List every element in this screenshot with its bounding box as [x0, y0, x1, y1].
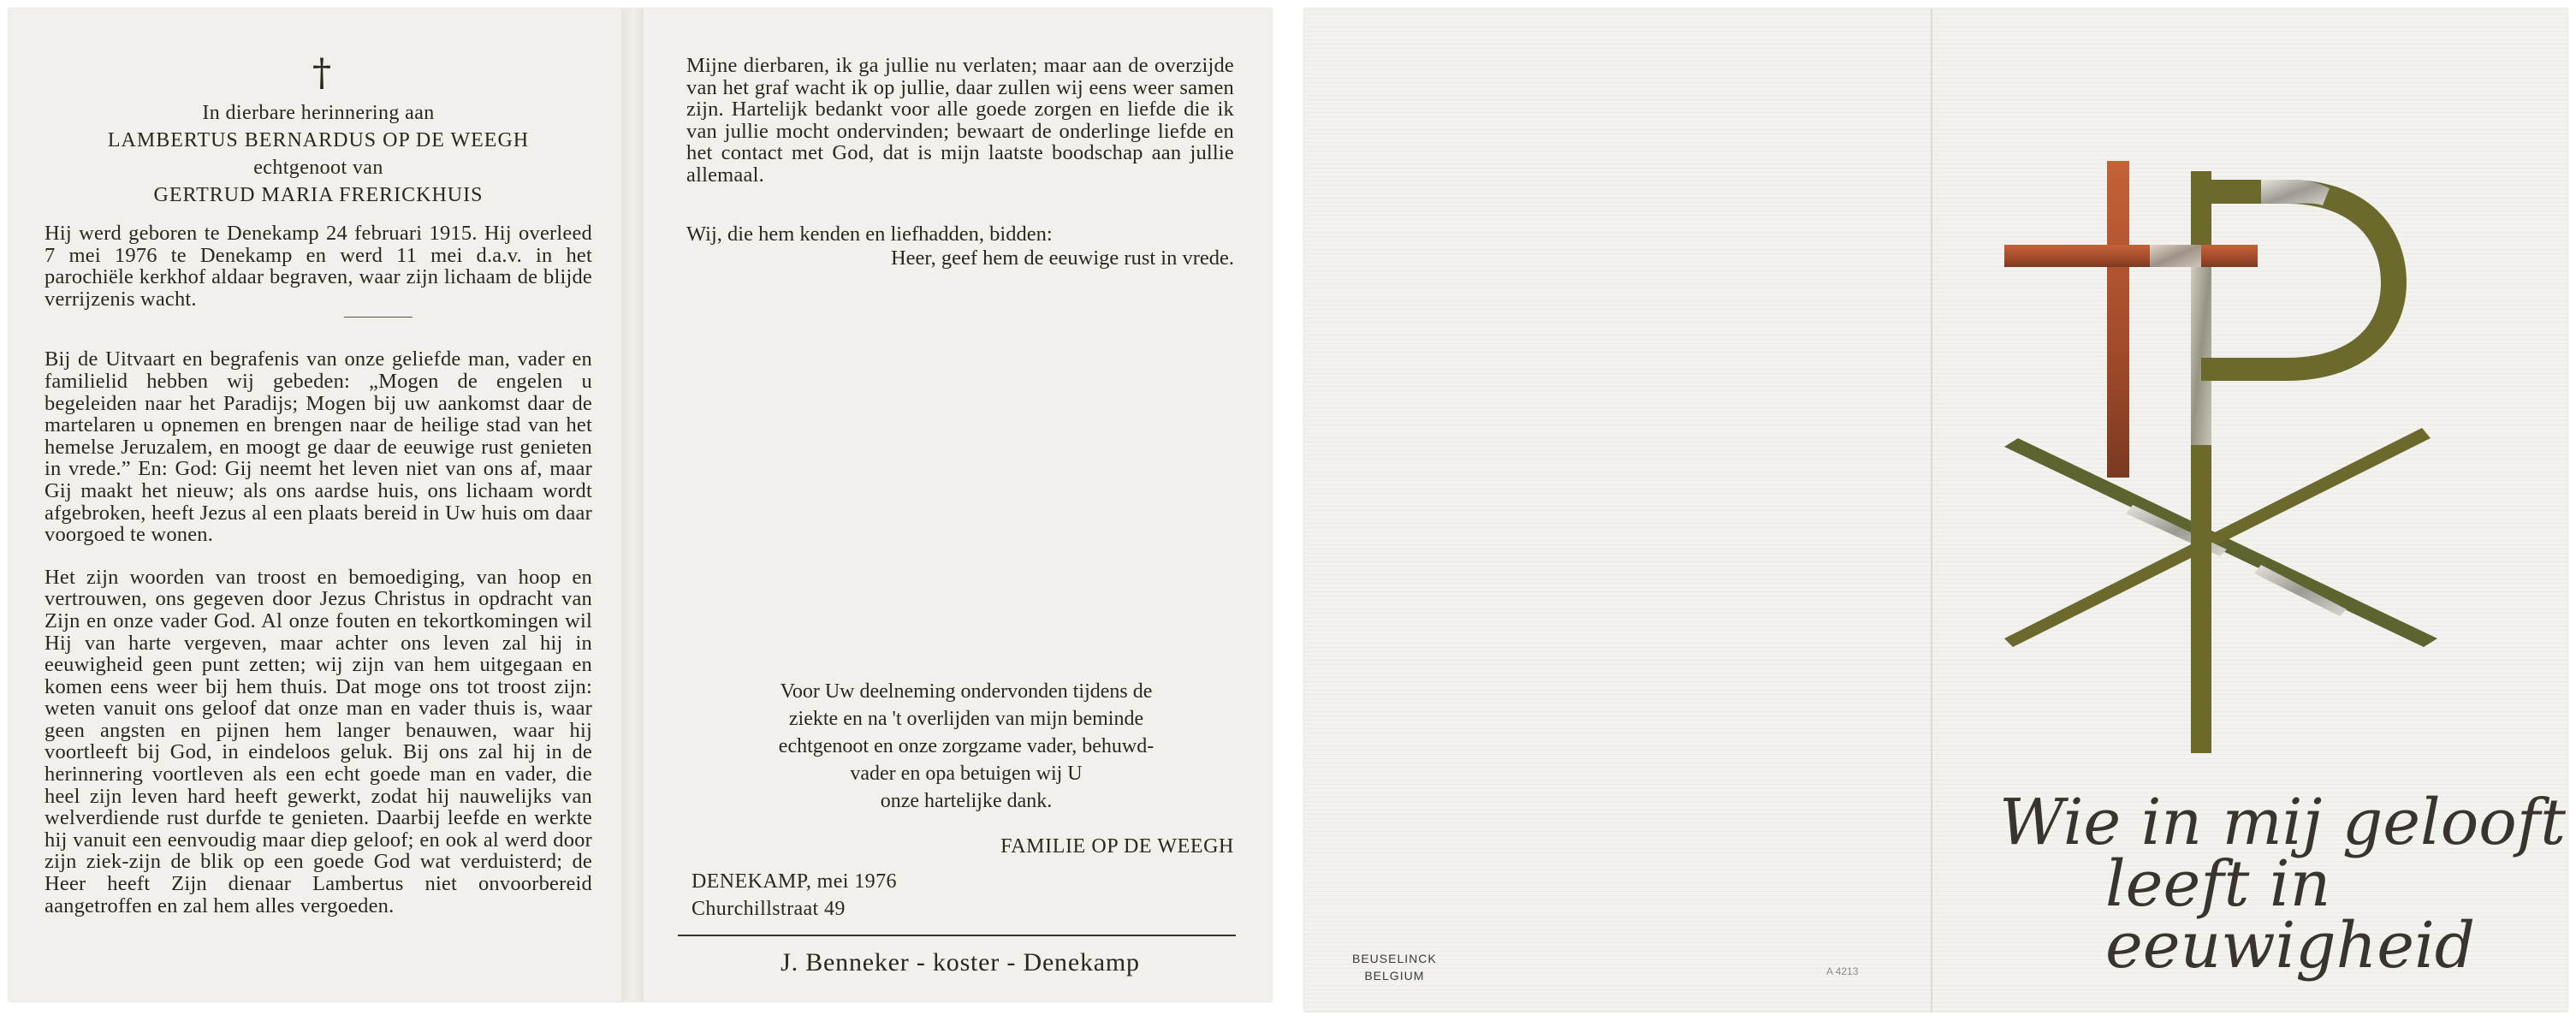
- card-code: A 4213: [1826, 965, 1859, 977]
- memorial-card-cover: [1304, 9, 2567, 1012]
- prayer-line: Heer, geef hem de eeuwige rust in vrede.: [890, 246, 1234, 270]
- thanks-line: onze hartelijke dank.: [880, 790, 1053, 812]
- thanks-line: ziekte en na 't overlijden van mijn beminde: [788, 708, 1144, 730]
- thanks-line: vader en opa betuigen wij U: [850, 763, 1083, 785]
- cover-fold: [1931, 9, 1932, 1012]
- spouse-name: GERTRUD MARIA FRERICKHUIS: [153, 184, 484, 206]
- prayer-request: [686, 223, 1234, 270]
- rho-bowl: [2201, 180, 2407, 381]
- inside-right-page: [686, 54, 1234, 977]
- printer-imprint: J. Benneker - koster - Denekamp: [781, 948, 1140, 977]
- family-signature: FAMILIE OP DE WEEGH: [1000, 835, 1234, 858]
- chi-rho-cross-icon: [2004, 137, 2576, 770]
- cross-horizontal: [2004, 245, 2258, 267]
- thanks-line: Voor Uw deelneming ondervonden tijdens de: [780, 680, 1153, 703]
- spouse-label: echtgenoot van: [253, 157, 383, 179]
- motto-line: leeft in eeuwigheid: [2105, 847, 2476, 982]
- funeral-prayer: Bij de Uitvaart en begrafenis van onze geliefde man, vader en familielid hebben wij gebeden: „Mogen de engelen u begeleiden naar het Paradijs; Mogen bij uw aankomst daar de martelaren u opnemen en brengen naar de heilige stad van het hemelse Jeruzalem, en moogt ge daar de eeuwige rust genieten in vrede.” En: God: Gij neemt het leven niet van ons af, maar Gij maakt het nieuw; als ons aardse huis, ons lichaam wordt afgebroken, heeft Jezus al een plaats bereid in Uw huis om daar voorgoed te wonen.: [45, 347, 592, 547]
- prayer-request-line: Wij, die hem kenden en liefhadden, bidden:: [686, 223, 1053, 246]
- intro-line: In dierbare herinnering aan: [202, 102, 435, 124]
- address: Churchillstraat 49: [691, 898, 846, 920]
- motto: [1999, 786, 2567, 982]
- card-fold: [621, 9, 644, 1001]
- farewell-message: Mijne dierbaren, ik ga jullie nu verlaten; maar aan de overzijde van het graf wacht ik op jullie, daar zullen wij eens weer samen zijn. Hartelijk bedankt voor alle goede zorgen en liefde die ik van jullie mocht ondervinden; bewaart de onderlinge liefde en het contact met God, dat is mijn laatste boodschap aan jullie allemaal.: [686, 54, 1234, 187]
- biography: Hij werd geboren te Denekamp 24 februari 1915. Hij overleed 7 mei 1976 te Denekamp en werd 11 mei d.a.v. in het parochiële kerkhof aldaar begraven, waar zijn lichaam de blijde verrijzenis wacht.: [45, 222, 592, 311]
- publisher-name: BEUSELINCK: [1352, 952, 1437, 965]
- cross-vertical: [2107, 161, 2129, 478]
- divider: [344, 317, 413, 318]
- thanks-line: echtgenoot en onze zorgzame vader, behuwd-: [778, 735, 1154, 757]
- publisher-imprint: [1352, 950, 1437, 984]
- deceased-name: LAMBERTUS BERNARDUS OP DE WEEGH: [107, 129, 530, 151]
- place-date: DENEKAMP, mei 1976: [691, 870, 897, 893]
- cross-icon: †: [312, 51, 331, 95]
- printer-divider: [678, 935, 1236, 936]
- publisher-country: BELGIUM: [1364, 969, 1425, 982]
- reflection-text: Het zijn woorden van troost en bemoediging, van hoop en vertrouwen, ons gegeven door Jezus Christus in opdracht van Zijn en onze vader God. Al onze fouten en tekortkomingen wil Hij van harte vergeven, maar achter ons leven zal hij in eeuwigheid geen punt zetten; wij zijn van hem uitgegaan en komen eens weer bij hem thuis. Dat moge ons tot troost zijn: weten vanuit ons geloof dat onze man en vader thuis is, waar geen angsten en pijnen hem langer benauwen, waar hij voortleeft bij God, in eindeloos geluk. Bij ons zal hij in de herinnering voortleven als een echt goede man en vader, die heel zijn leven hard heeft gewerkt, zodat hij nauwelijks van welverdiende rust durfde te genieten. Daarbij leefde en werkte hij vanuit een eenvoudig maar diep geloof; en ook al werd door zijn ziek-zijn de blik op een goede God wat verduisterd; de Heer heeft Zijn dienaar Lambertus niet onvoorbereid aangetroffen en zal hem alles vergoeden.: [45, 565, 592, 917]
- thanks-message: [732, 678, 1201, 815]
- motto-line: Wie in mij gelooft: [1999, 786, 2566, 859]
- inside-left-page: [45, 51, 592, 917]
- place-and-address: [691, 868, 897, 923]
